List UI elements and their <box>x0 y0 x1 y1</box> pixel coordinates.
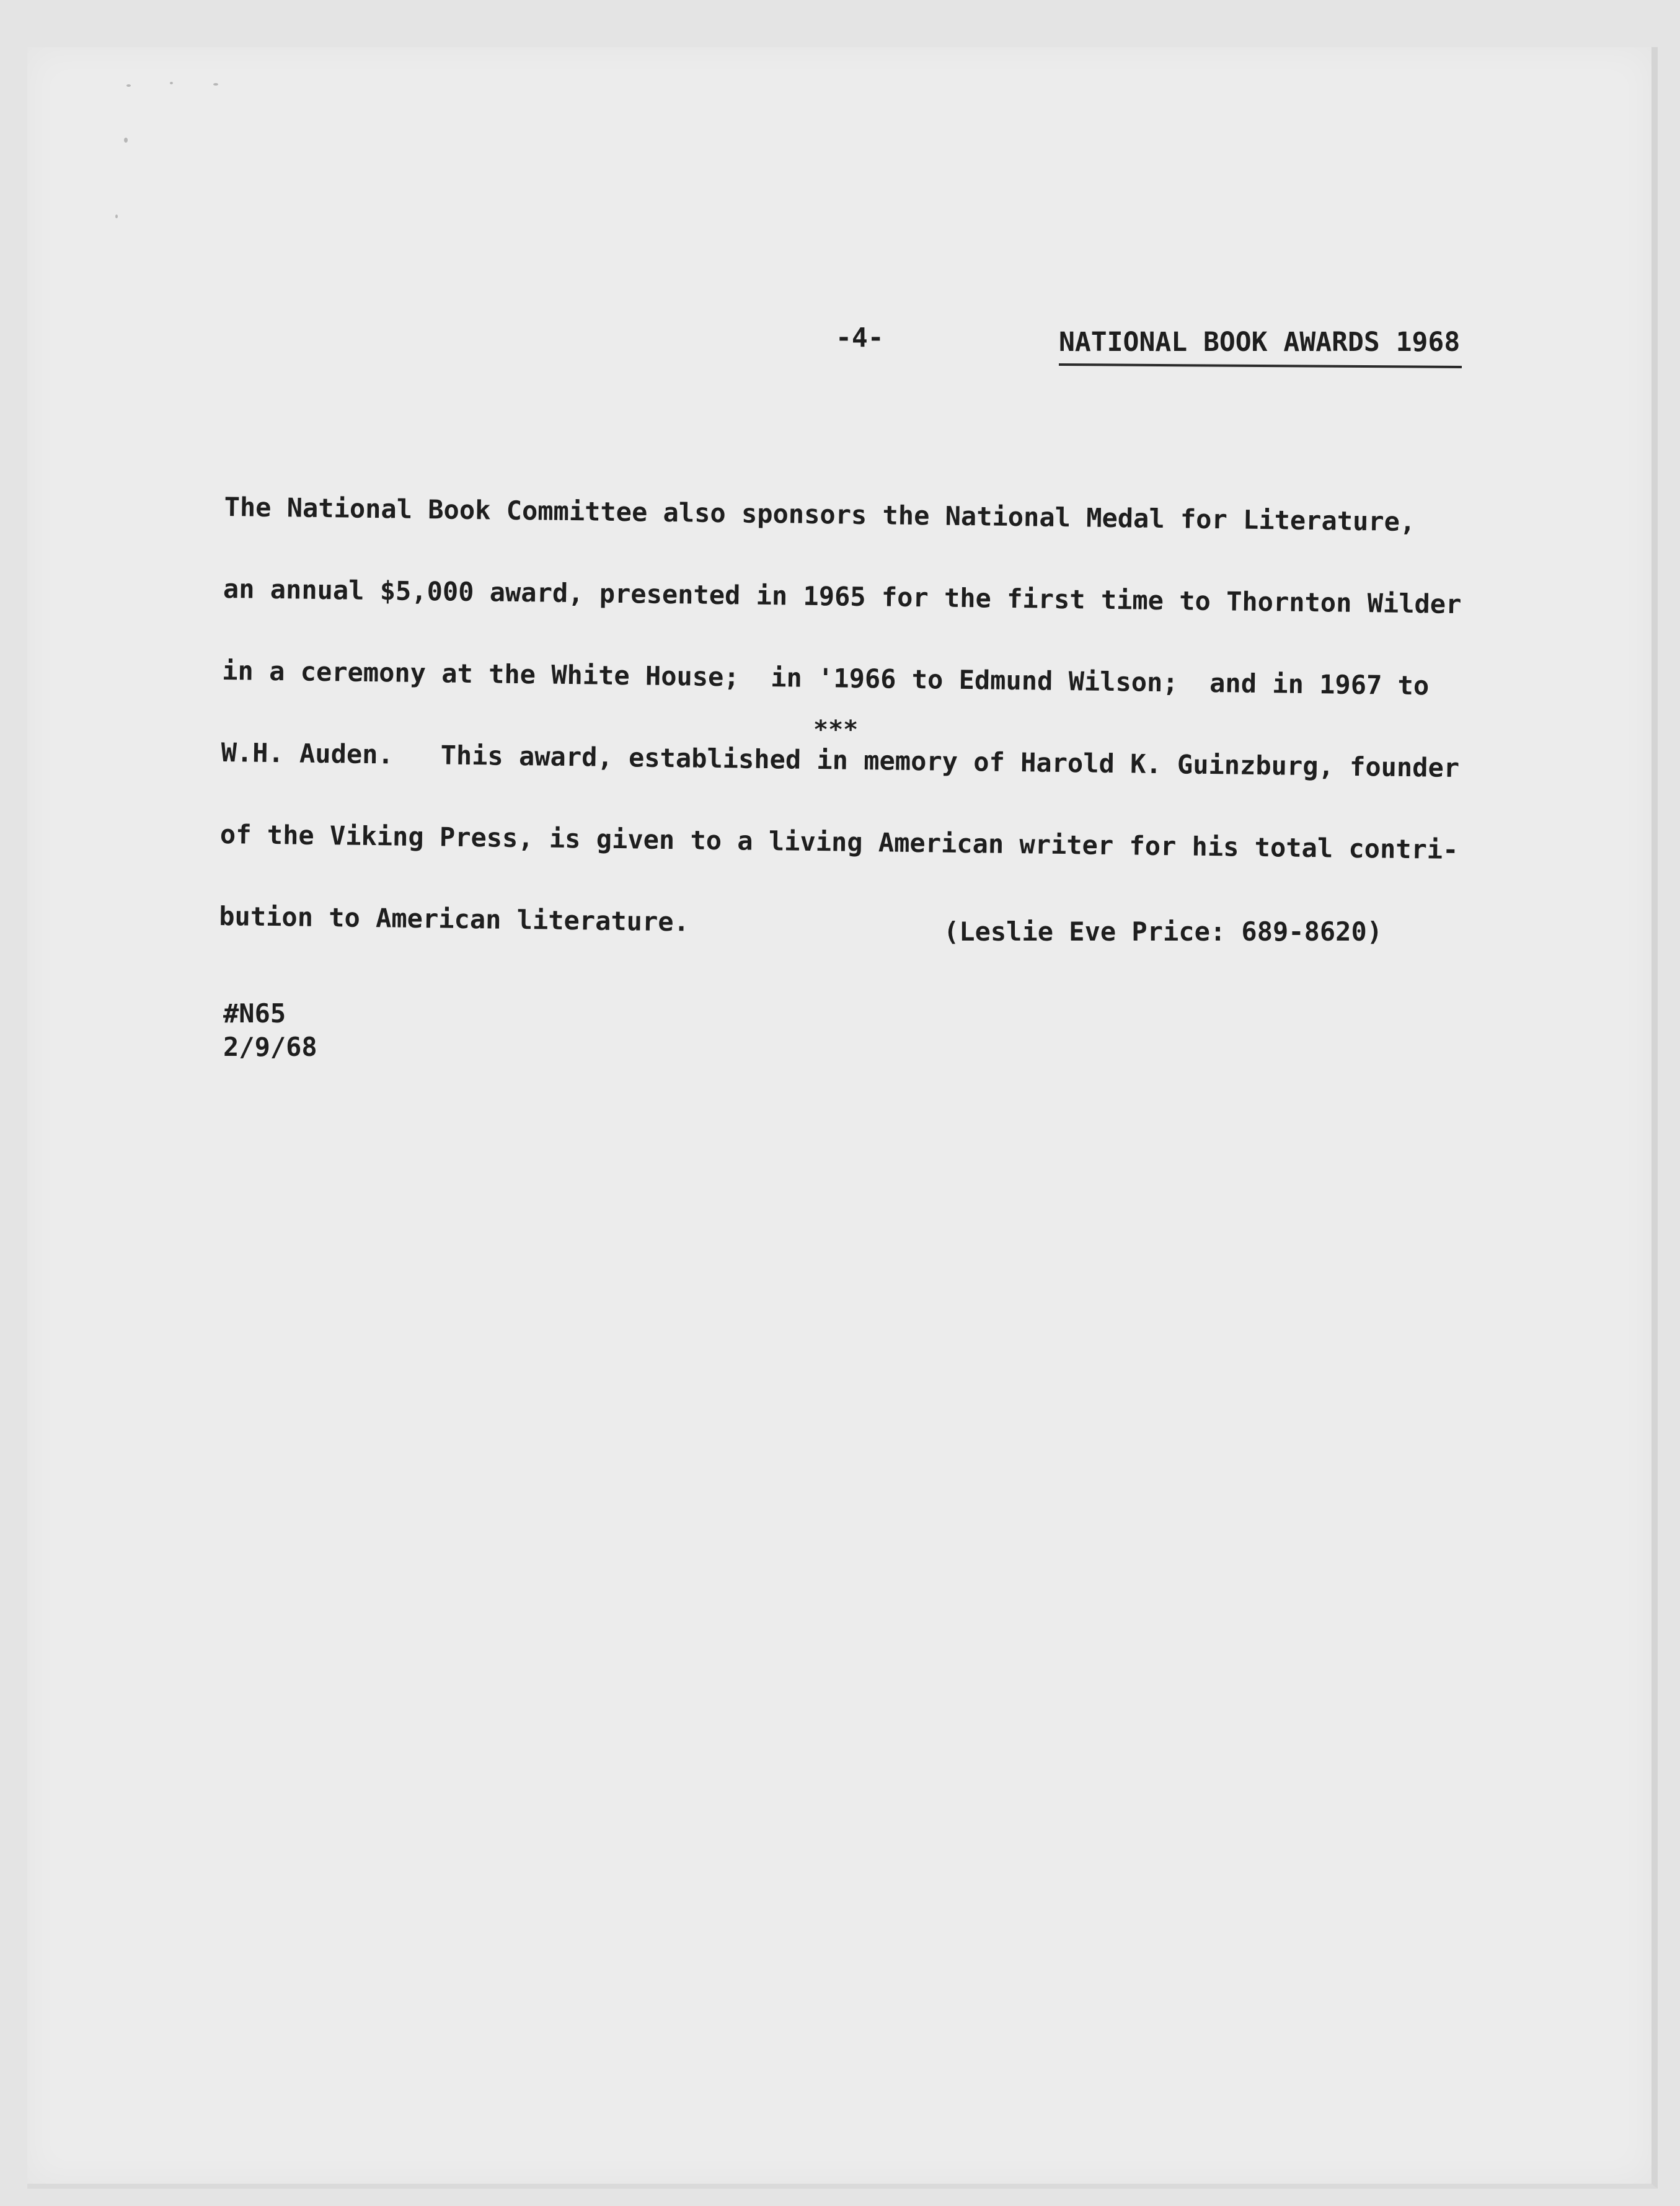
header-title: NATIONAL BOOK AWARDS 1968 <box>1059 327 1461 358</box>
body-line: The National Book Committee also sponsors the National Medal for Literature, <box>224 491 1416 538</box>
section-separator: *** <box>813 715 859 744</box>
file-number: #N65 <box>223 998 286 1029</box>
body-line: bution to American literature. <box>219 900 690 937</box>
scan-speck <box>124 138 128 143</box>
scan-speck <box>115 215 118 218</box>
contact-line: (Leslie Eve Price: 689-8620) <box>944 916 1383 947</box>
scan-speck <box>126 84 131 87</box>
scan-speck <box>213 83 218 86</box>
page-number: -4- <box>836 322 884 353</box>
body-line: of the Viking Press, is given to a living American writer for his total contri- <box>219 818 1459 866</box>
file-date: 2/9/68 <box>223 1032 317 1062</box>
body-line: in a ceremony at the White House; in '1966 to Edmund Wilson; and in 1967 to <box>221 655 1430 701</box>
paper-sheet <box>27 47 1658 2189</box>
body-line: an annual $5,000 award, presented in 1965 for the first time to Thornton Wilder <box>223 573 1462 620</box>
scan-speck <box>170 82 173 84</box>
body-line: W.H. Auden. This award, established in memory of Harold K. Guinzburg, founder <box>221 737 1460 784</box>
